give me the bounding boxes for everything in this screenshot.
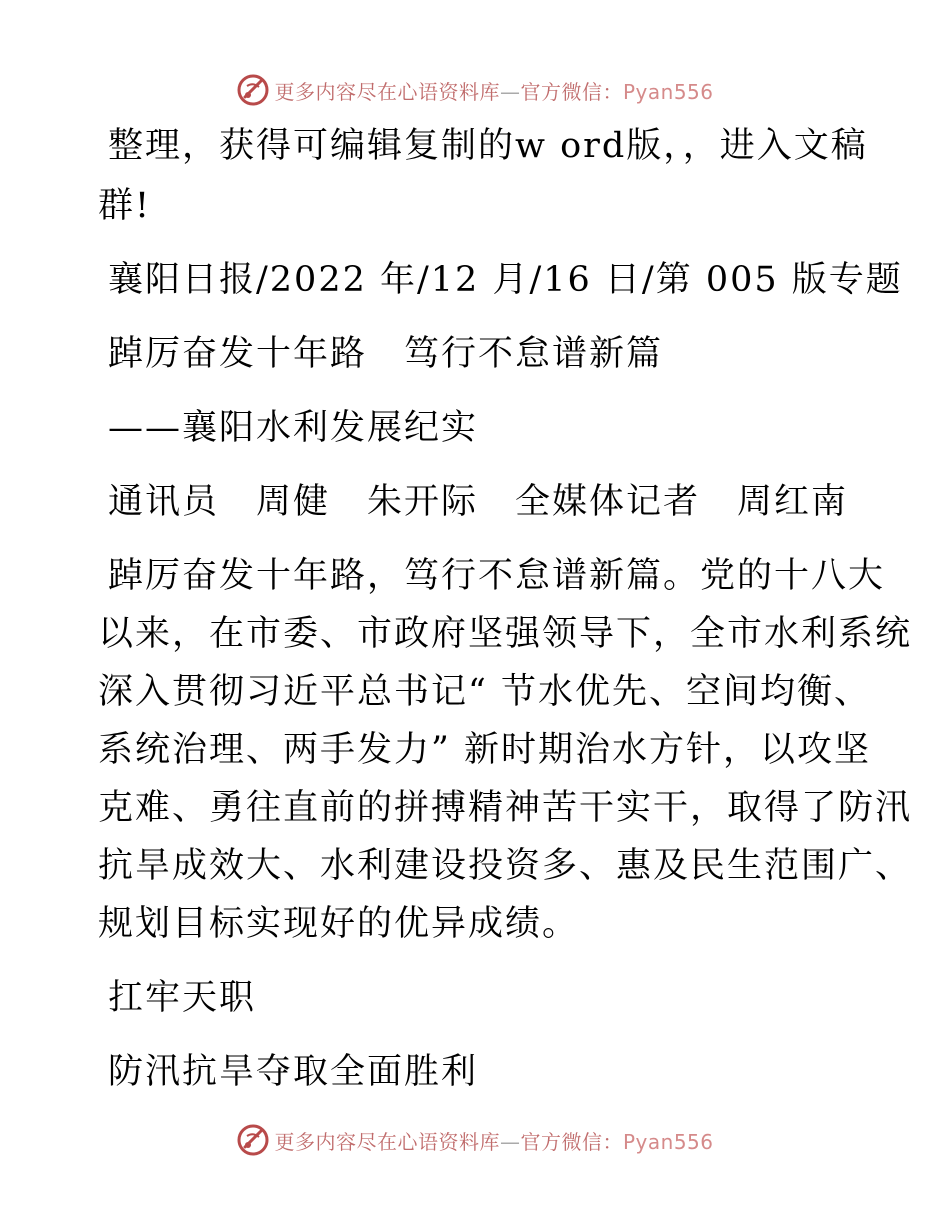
section-title: 扛牢天职	[108, 978, 257, 1018]
watermark-text: 更多内容尽在心语资料库—官方微信：Pyan556	[274, 1129, 714, 1154]
body-line: 以来，在市委、市政府坚强领导下，全市水利系统	[98, 614, 913, 654]
section-subtitle: 防汛抗旱夺取全面胜利	[108, 1052, 479, 1092]
body-line: 规划目标实现好的优异成绩。	[98, 904, 580, 944]
body-line: 抗旱成效大、水利建设投资多、惠及民生范围广、	[98, 846, 913, 886]
watermark-footer	[0, 1120, 950, 1160]
watermark-logo-icon	[236, 73, 270, 107]
watermark-header	[0, 70, 950, 110]
watermark-logo-icon	[236, 1123, 270, 1157]
byline: 通讯员 周健 朱开际 全媒体记者 周红南	[108, 482, 849, 522]
subheadline: ——襄阳水利发展纪实	[108, 408, 479, 448]
body-line: 系统治理、两手发力” 新时期治水方针，以攻坚	[98, 730, 872, 770]
intro-line: 整理，获得可编辑复制的w ord版，，进入文稿	[108, 126, 868, 166]
body-line: 踔厉奋发十年路，笃行不怠谱新篇。党的十八大	[108, 556, 886, 596]
body-line: 深入贯彻习近平总书记“ 节水优先、空间均衡、	[98, 672, 872, 712]
intro-line: 群!	[98, 186, 152, 226]
body-line: 克难、勇往直前的拼搏精神苦干实干，取得了防汛	[98, 788, 913, 828]
source-line: 襄阳日报/2022 年/12 月/16 日/第 005 版专题	[108, 260, 903, 300]
watermark-text: 更多内容尽在心语资料库—官方微信：Pyan556	[274, 79, 714, 104]
headline: 踔厉奋发十年路 笃行不怠谱新篇	[108, 334, 664, 374]
